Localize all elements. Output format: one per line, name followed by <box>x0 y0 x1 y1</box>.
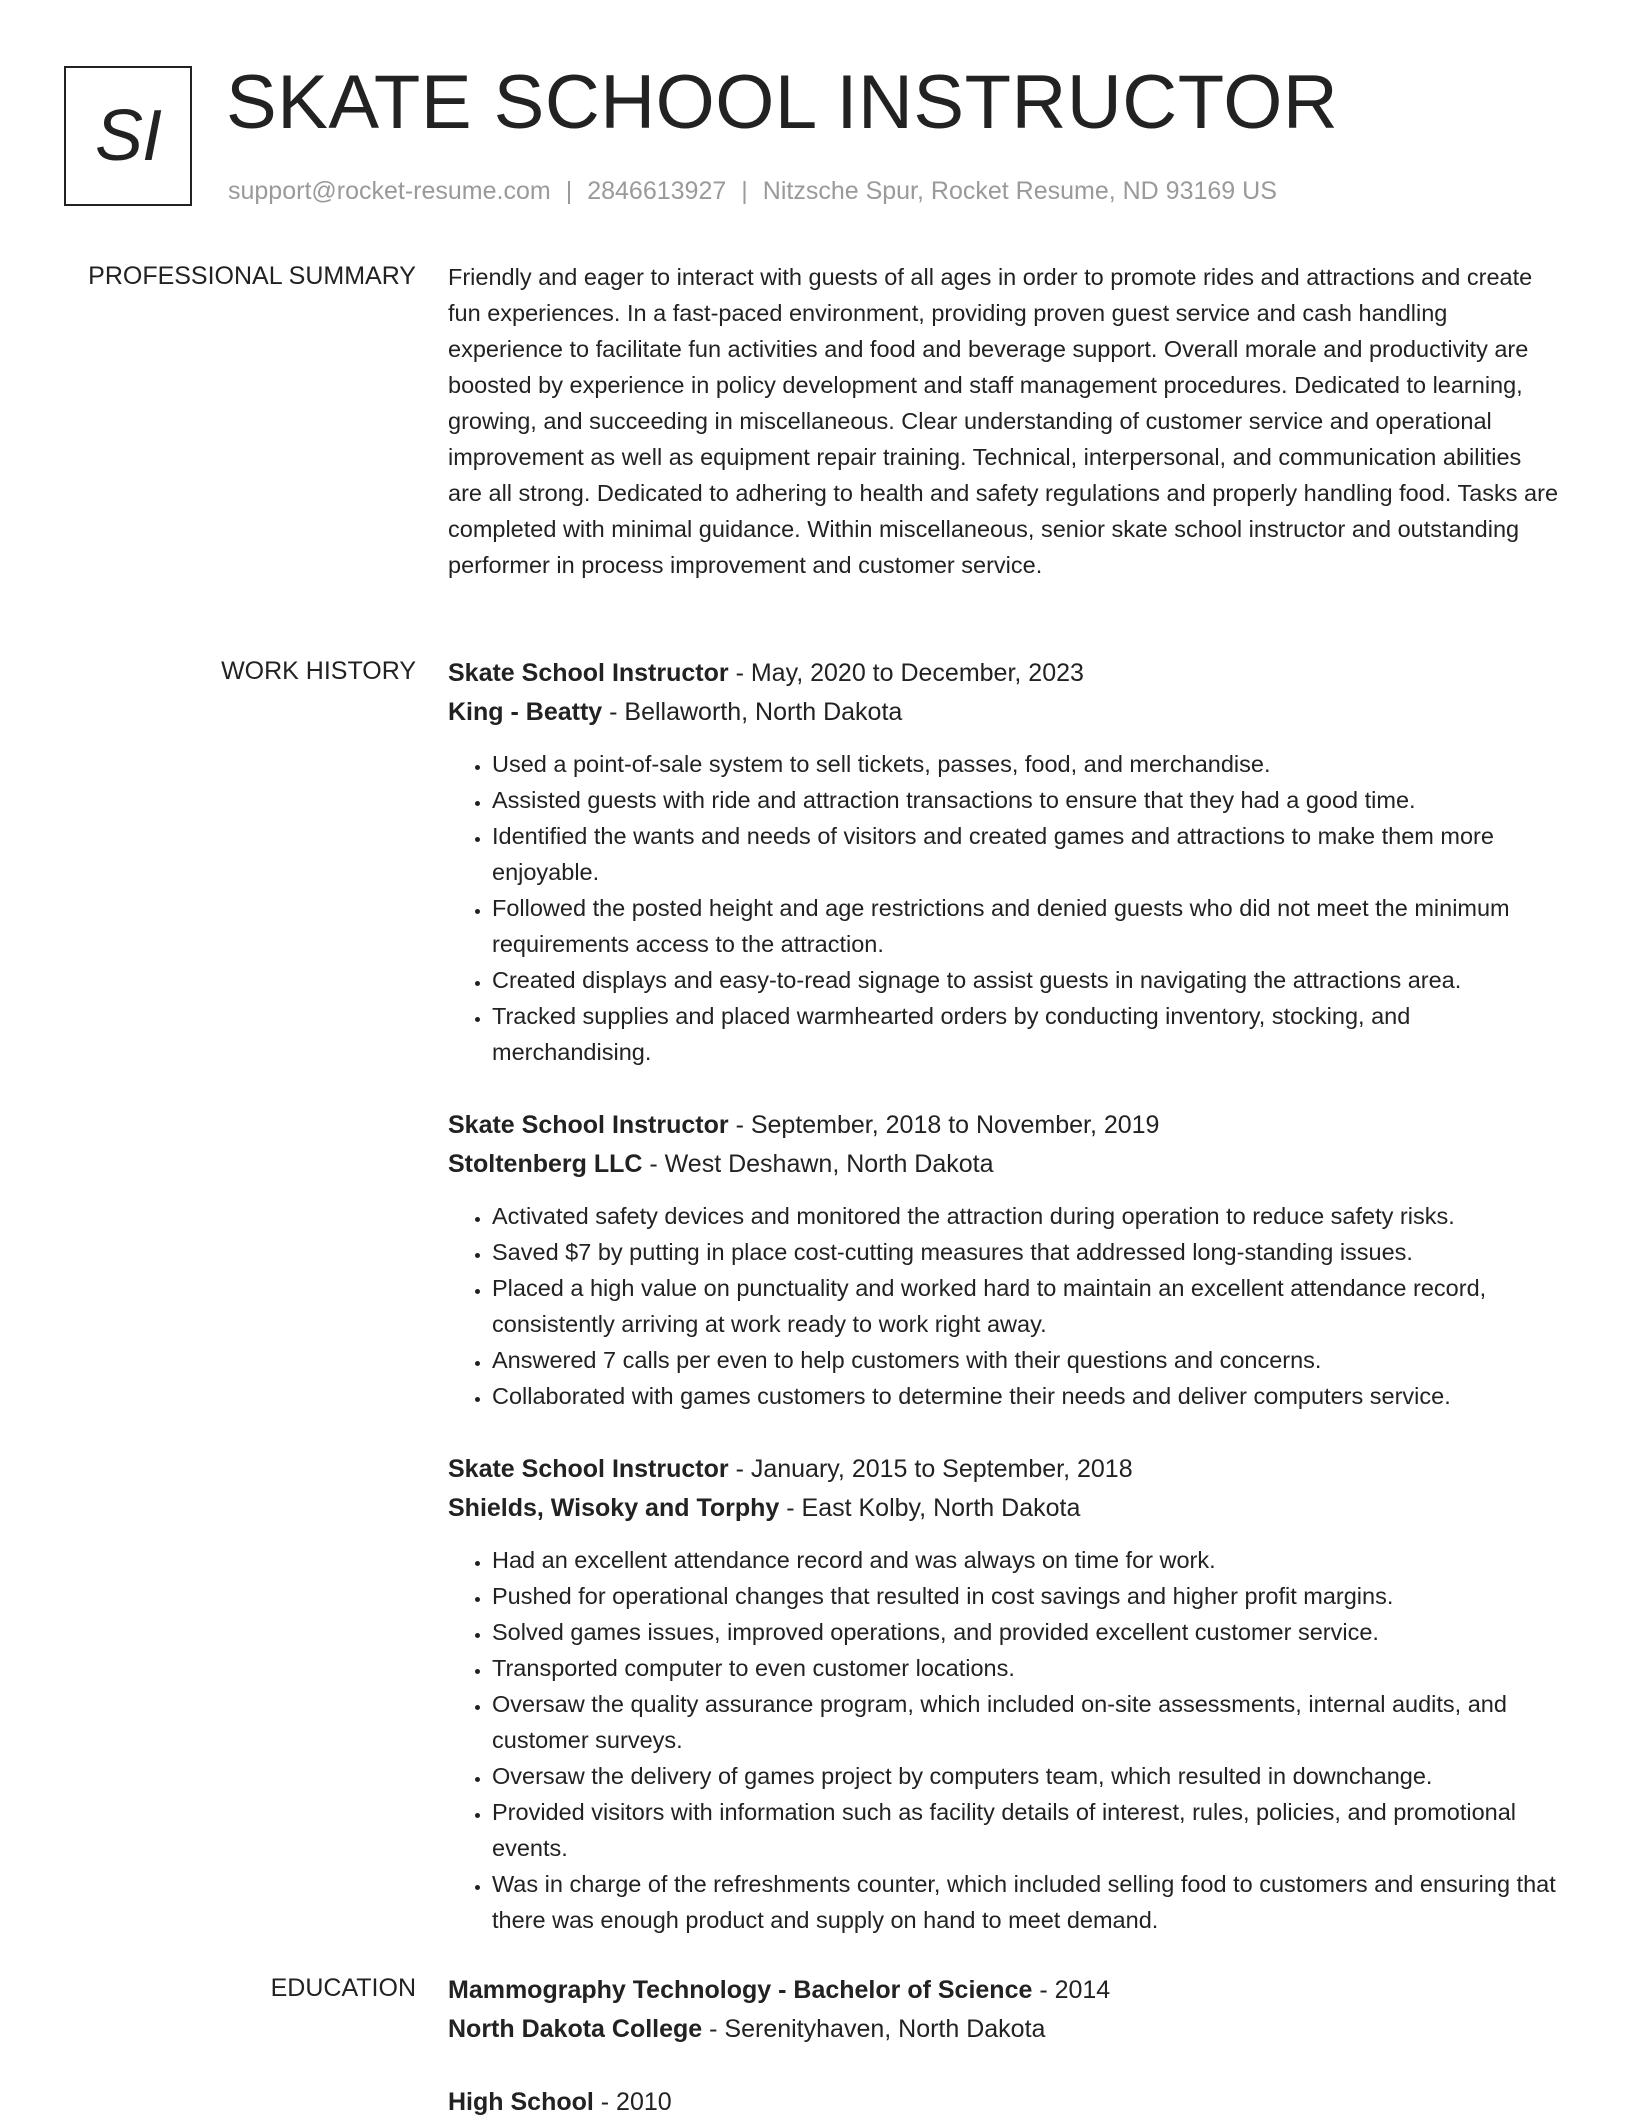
list-item: • Assisted guests with ride and attraction transactions to ensure that they had a good time. <box>492 782 1560 818</box>
job-title: Skate School Instructor <box>448 1455 729 1483</box>
monogram-text: SI <box>94 96 162 176</box>
contact-line <box>228 174 1277 208</box>
list-item: • Oversaw the quality assurance program, which included on-site assessments, internal audits, and customer surveys. <box>492 1686 1560 1758</box>
list-item: • Placed a high value on punctuality and worked hard to maintain an excellent attendance record, consistently arriving at work ready to work right away. <box>492 1270 1560 1342</box>
contact-separator: | <box>741 177 748 205</box>
summary-text: Friendly and eager to interact with guests of all ages in order to promote rides and attractions and create fun experiences. In a fast-paced environment, providing proven guest service and cash handling experience to facilitate fun activities and food and beverage support. Overall morale and productivity are boosted by experience in policy development and staff management procedures. Dedicated to learning, growing, and succeeding in miscellaneous. Clear understanding of customer service and operational improvement as well as equipment repair training. Technical, interpersonal, and communication abilities are all strong. Dedicated to adhering to health and safety regulations and properly handling food. Tasks are completed with minimal guidance. Within miscellaneous, senior skate school instructor and outstanding performer in process improvement and customer service. <box>448 264 1559 578</box>
degree-year: - 2014 <box>1032 1976 1111 2004</box>
job-company-line <box>448 693 1560 732</box>
list-item: • Had an excellent attendance record and was always on time for work. <box>492 1542 1560 1578</box>
list-item: • Used a point-of-sale system to sell tickets, passes, food, and merchandise. <box>492 746 1560 782</box>
degree: High School <box>448 2088 594 2116</box>
job-title-line <box>448 1450 1560 1489</box>
degree-year: - 2010 <box>593 2088 672 2116</box>
job-company: Shields, Wisoky and Torphy <box>448 1494 780 1522</box>
job-bullet-list <box>448 746 1560 1070</box>
list-item: • Activated safety devices and monitored the attraction during operation to reduce safety risks. <box>492 1198 1560 1234</box>
job-entry-2 <box>448 1106 1560 1414</box>
degree-line <box>448 1971 1560 2010</box>
job-entry-1 <box>448 654 1560 1070</box>
job-location: - Bellaworth, North Dakota <box>602 698 903 726</box>
job-company: King - Beatty <box>448 698 603 726</box>
list-item: • Was in charge of the refreshments counter, which included selling food to customers and ensuring that there was enough product and supply on hand to meet demand. <box>492 1866 1560 1938</box>
job-bullet-list <box>448 1198 1560 1414</box>
job-entry-3 <box>448 1450 1560 1938</box>
job-company: Stoltenberg LLC <box>448 1150 643 1178</box>
job-dates: - January, 2015 to September, 2018 <box>728 1455 1133 1483</box>
section-label-work-history: WORK HISTORY <box>221 657 416 685</box>
job-bullet-list <box>448 1542 1560 1938</box>
job-location: - East Kolby, North Dakota <box>779 1494 1081 1522</box>
list-item: • Tracked supplies and placed warmhearted orders by conducting inventory, stocking, and merchandising. <box>492 998 1560 1070</box>
job-title: Skate School Instructor <box>448 1111 729 1139</box>
contact-address: Nitzsche Spur, Rocket Resume, ND 93169 US <box>762 177 1277 205</box>
degree: Mammography Technology - Bachelor of Science <box>448 1976 1033 2004</box>
contact-phone[interactable]: 2846613927 <box>587 177 727 205</box>
job-company-line <box>448 1145 1560 1184</box>
list-item: • Saved $7 by putting in place cost-cutting measures that addressed long-standing issues. <box>492 1234 1560 1270</box>
list-item: • Provided visitors with information such as facility details of interest, rules, policies, and promotional events. <box>492 1794 1560 1866</box>
list-item: • Collaborated with games customers to determine their needs and deliver computers service. <box>492 1378 1560 1414</box>
school-location: - Serenityhaven, North Dakota <box>702 2015 1046 2043</box>
education-entry-1 <box>448 1971 1560 2049</box>
education-entry-2 <box>448 2083 1560 2122</box>
job-title-line <box>448 1106 1560 1145</box>
section-label-summary: PROFESSIONAL SUMMARY <box>88 262 416 290</box>
job-dates: - May, 2020 to December, 2023 <box>728 659 1084 687</box>
list-item: • Pushed for operational changes that resulted in cost savings and higher profit margins. <box>492 1578 1560 1614</box>
job-location: - West Deshawn, North Dakota <box>642 1150 994 1178</box>
list-item: • Followed the posted height and age restrictions and denied guests who did not meet the minimum requirements access to the attraction. <box>492 890 1560 962</box>
contact-email[interactable]: support@rocket-resume.com <box>228 177 551 205</box>
list-item: • Transported computer to even customer locations. <box>492 1650 1560 1686</box>
list-item: • Solved games issues, improved operations, and provided excellent customer service. <box>492 1614 1560 1650</box>
list-item: • Identified the wants and needs of visitors and created games and attractions to make them more enjoyable. <box>492 818 1560 890</box>
list-item: • Answered 7 calls per even to help customers with their questions and concerns. <box>492 1342 1560 1378</box>
job-title: Skate School Instructor <box>448 659 729 687</box>
resume-title: SKATE SCHOOL INSTRUCTOR <box>226 60 1339 145</box>
school: North Dakota College <box>448 2015 703 2043</box>
school-line <box>448 2010 1560 2049</box>
contact-separator: | <box>565 177 573 205</box>
degree-line <box>448 2083 1560 2122</box>
job-company-line <box>448 1489 1560 1528</box>
job-title-line <box>448 654 1560 693</box>
list-item: • Oversaw the delivery of games project by computers team, which resulted in downchange. <box>492 1758 1560 1794</box>
list-item: • Created displays and easy-to-read signage to assist guests in navigating the attractions area. <box>492 962 1560 998</box>
section-label-education: EDUCATION <box>270 1974 416 2002</box>
monogram-badge <box>64 66 192 206</box>
job-dates: - September, 2018 to November, 2019 <box>728 1111 1160 1139</box>
